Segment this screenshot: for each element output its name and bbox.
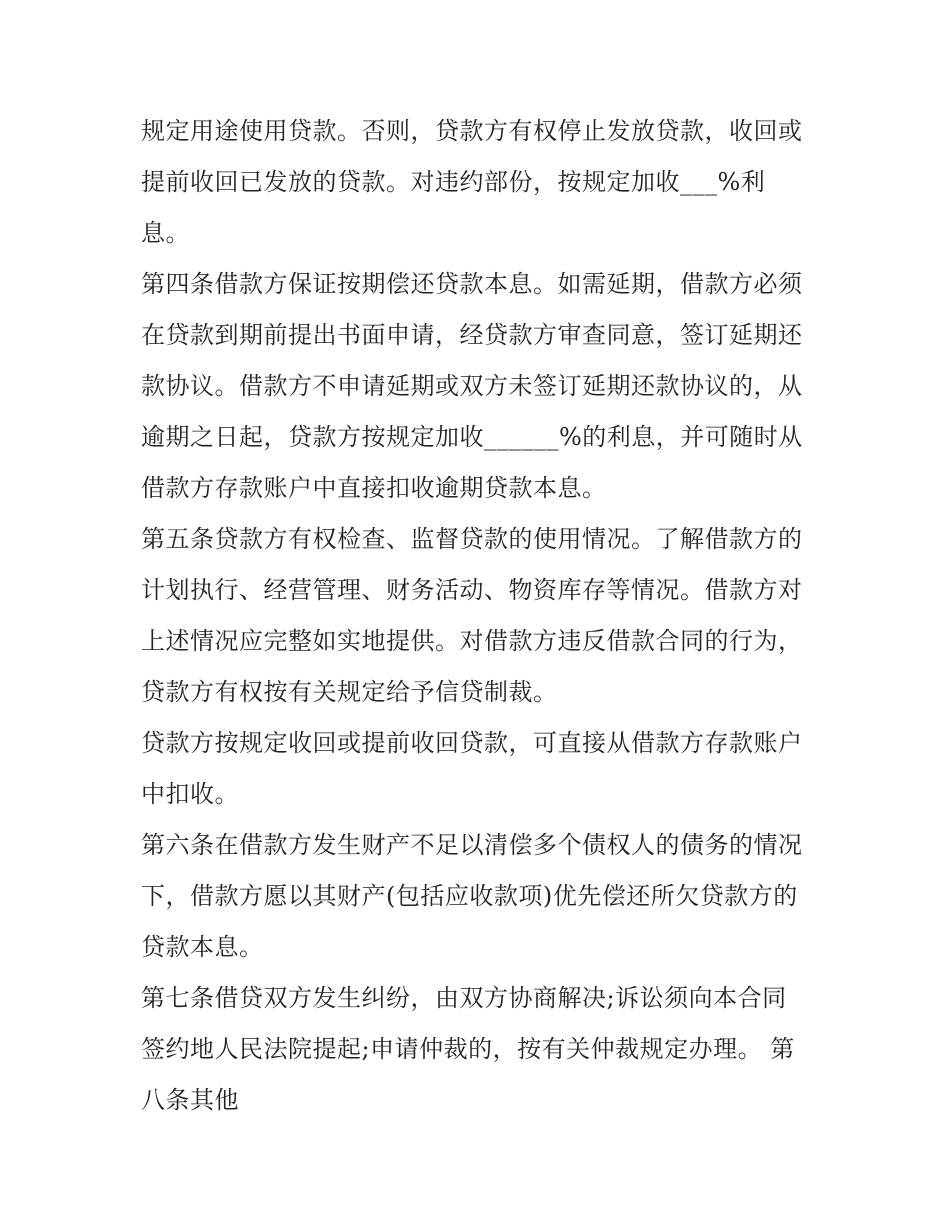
- text-line: 息。: [141, 219, 190, 247]
- text-line: 签约地人民法院提起;申请仲裁的，按有关仲裁规定办理。 第: [141, 1035, 795, 1063]
- text-line: 借款方存款账户中直接扣收逾期贷款本息。: [141, 474, 607, 502]
- text-line: 第六条在借款方发生财产不足以清偿多个债权人的债务的情况: [141, 831, 803, 859]
- text-line: 计划执行、经营管理、财务活动、物资库存等情况。借款方对: [141, 576, 803, 604]
- text-line: 提前收回已发放的贷款。对违约部份，按规定加收___%利: [141, 168, 766, 196]
- text-line: 在贷款到期前提出书面申请，经贷款方审查同意，签订延期还: [141, 321, 803, 349]
- text-line: 贷款方有权按有关规定给予信贷制裁。: [141, 678, 558, 706]
- text-line: 第四条借款方保证按期偿还贷款本息。如需延期，借款方必须: [141, 270, 803, 298]
- text-line: 上述情况应完整如实地提供。对借款方违反借款合同的行为，: [141, 627, 803, 655]
- text-line: 下，借款方愿以其财产(包括应收款项)优先偿还所欠贷款方的: [141, 882, 798, 910]
- text-line: 贷款本息。: [141, 933, 264, 961]
- document-body: [141, 106, 821, 1126]
- text-line: 规定用途使用贷款。否则，贷款方有权停止发放贷款，收回或: [141, 117, 803, 145]
- text-line: 贷款方按规定收回或提前收回贷款，可直接从借款方存款账户: [141, 729, 803, 757]
- text-line: 中扣收。: [141, 780, 239, 808]
- text-line: 第七条借贷双方发生纠纷，由双方协商解决;诉讼须向本合同: [141, 984, 787, 1012]
- text-line: 款协议。借款方不申请延期或双方未签订延期还款协议的，从: [141, 372, 803, 400]
- text-line: 八条其他: [141, 1086, 239, 1114]
- text-line: 第五条贷款方有权检查、监督贷款的使用情况。了解借款方的: [141, 525, 803, 553]
- text-line: 逾期之日起，贷款方按规定加收______%的利息，并可随时从: [141, 423, 803, 451]
